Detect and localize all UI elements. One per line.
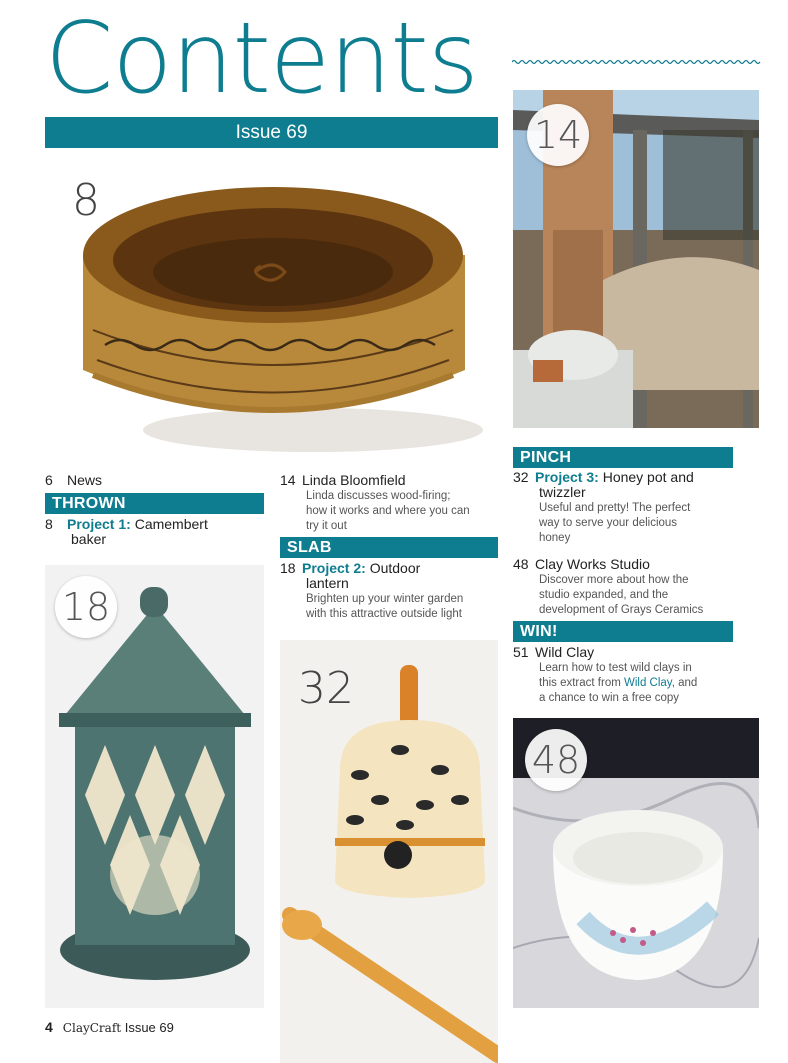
entry-page: 32 bbox=[513, 469, 529, 485]
entry-desc-line bbox=[513, 676, 743, 691]
entry-desc-line: Brighten up your winter garden bbox=[306, 593, 464, 605]
wavy-divider bbox=[512, 59, 762, 65]
entry-title: Camembert bbox=[134, 516, 208, 532]
desc-text: this extract from bbox=[539, 677, 624, 689]
issue-banner: Issue 69 bbox=[45, 117, 498, 148]
footer-brand: ClayCraft bbox=[62, 1021, 122, 1035]
entry-desc-line: a chance to win a free copy bbox=[539, 692, 679, 704]
entry-title: Clay Works Studio bbox=[535, 556, 650, 572]
studio-bowl-page-number: 48 bbox=[525, 729, 587, 791]
entry-desc-line: Useful and pretty! The perfect bbox=[539, 502, 691, 514]
bowl-page-number: 8 bbox=[72, 175, 100, 226]
bowl-photo[interactable] bbox=[45, 160, 498, 458]
entry-page: 14 bbox=[280, 472, 296, 488]
toc-entry-project-3[interactable] bbox=[513, 469, 743, 546]
toc-entry-project-2[interactable] bbox=[280, 560, 498, 622]
kiln-page-number: 14 bbox=[527, 104, 589, 166]
entry-title-cont: twizzler bbox=[539, 484, 586, 500]
entry-desc-line: try it out bbox=[306, 520, 347, 532]
entry-desc-line: how it works and where you can bbox=[306, 505, 470, 517]
section-pinch: PINCH bbox=[513, 447, 733, 468]
toc-entry-wild-clay[interactable] bbox=[513, 644, 743, 706]
book-title-link[interactable]: Wild Clay bbox=[624, 677, 672, 689]
entry-page: 6 bbox=[45, 472, 53, 488]
toc-entry-clay-works-studio[interactable] bbox=[513, 556, 743, 618]
project-label: Project 3: bbox=[535, 469, 599, 485]
entry-page: 48 bbox=[513, 556, 529, 572]
entry-title: Outdoor bbox=[369, 560, 421, 576]
toc-entry-news[interactable] bbox=[45, 472, 102, 488]
entry-page: 18 bbox=[280, 560, 296, 576]
entry-desc-line: development of Grays Ceramics bbox=[539, 604, 704, 616]
section-win: WIN! bbox=[513, 621, 733, 642]
honeypot-page-number: 32 bbox=[298, 663, 354, 714]
lantern-page-number: 18 bbox=[55, 576, 117, 638]
footer-issue: Issue 69 bbox=[124, 1020, 174, 1035]
entry-desc-line: Learn how to test wild clays in bbox=[539, 662, 692, 674]
footer-page-number: 4 bbox=[45, 1019, 53, 1035]
project-label: Project 2: bbox=[302, 560, 366, 576]
entry-desc-line: studio expanded, and the bbox=[539, 589, 669, 601]
entry-title: Wild Clay bbox=[535, 644, 595, 660]
entry-title: Linda Bloomfield bbox=[302, 472, 406, 488]
entry-title-cont: lantern bbox=[306, 575, 349, 591]
toc-entry-project-1[interactable] bbox=[45, 516, 208, 547]
entry-desc-line: Linda discusses wood-firing; bbox=[306, 490, 451, 502]
entry-page: 8 bbox=[45, 516, 53, 532]
entry-desc-line: honey bbox=[539, 532, 571, 544]
section-slab: SLAB bbox=[280, 537, 498, 558]
entry-title: News bbox=[67, 472, 103, 488]
project-label: Project 1: bbox=[67, 516, 131, 532]
desc-text: , and bbox=[671, 677, 698, 689]
toc-entry-linda-bloomfield[interactable] bbox=[280, 472, 498, 534]
entry-desc-line: way to serve your delicious bbox=[539, 517, 678, 529]
page-title: Contents bbox=[45, 2, 478, 116]
entry-title: Honey pot and bbox=[602, 469, 694, 485]
page-footer bbox=[45, 1019, 174, 1035]
section-thrown: THROWN bbox=[45, 493, 264, 514]
entry-desc-line: Discover more about how the bbox=[539, 574, 689, 586]
entry-page: 51 bbox=[513, 644, 529, 660]
entry-title-cont: baker bbox=[71, 531, 107, 547]
entry-desc-line: with this attractive outside light bbox=[306, 608, 462, 620]
